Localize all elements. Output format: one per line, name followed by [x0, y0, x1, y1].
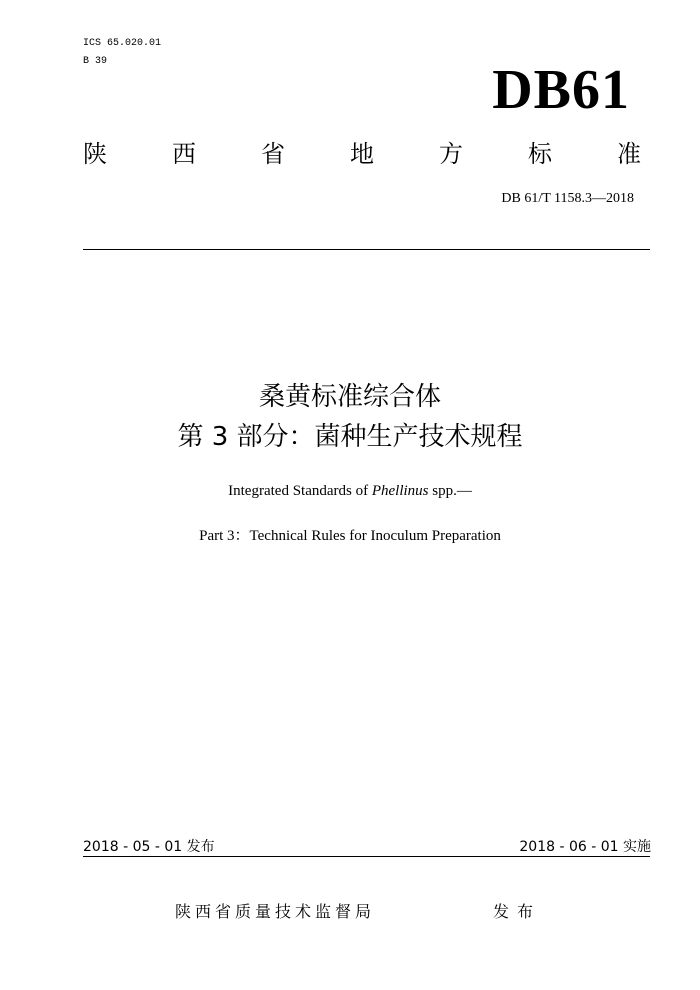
standard-code: DB 61/T 1158.3—2018: [501, 191, 634, 206]
implementation-date: 2018 - 06 - 01 实施: [519, 839, 651, 855]
db61-logo: DB61: [492, 59, 630, 121]
standard-type-char: 陕: [83, 140, 107, 168]
standard-type-char: 标: [528, 140, 552, 168]
issue-date: 2018 - 05 - 01 发布: [83, 839, 215, 855]
ics-code: ICS 65.020.01: [83, 38, 162, 49]
english-title-suffix: spp.—: [428, 483, 472, 499]
title-part: 第 3 部分：菌种生产技术规程: [177, 422, 523, 452]
english-title: [0, 482, 700, 500]
publish-label: 发布: [493, 902, 542, 921]
standard-type-char: 准: [617, 140, 641, 168]
standard-type-char: 方: [439, 140, 463, 168]
title-main: 桑黄标准综合体: [258, 382, 441, 412]
english-title-genus: Phellinus: [371, 483, 429, 499]
standard-type-char: 省: [261, 140, 285, 168]
standard-type-char: 地: [350, 140, 374, 168]
bottom-divider: [83, 856, 650, 857]
english-subtitle: Part 3：Technical Rules for Inoculum Preparation: [199, 528, 501, 544]
issuing-authority: 陕西省质量技术监督局: [175, 902, 376, 921]
standard-type-char: 西: [172, 140, 196, 168]
classification-code: B 39: [83, 56, 108, 67]
english-title-prefix: Integrated Standards of: [228, 483, 372, 499]
top-divider: [83, 249, 650, 250]
standard-type-heading: [83, 139, 641, 169]
